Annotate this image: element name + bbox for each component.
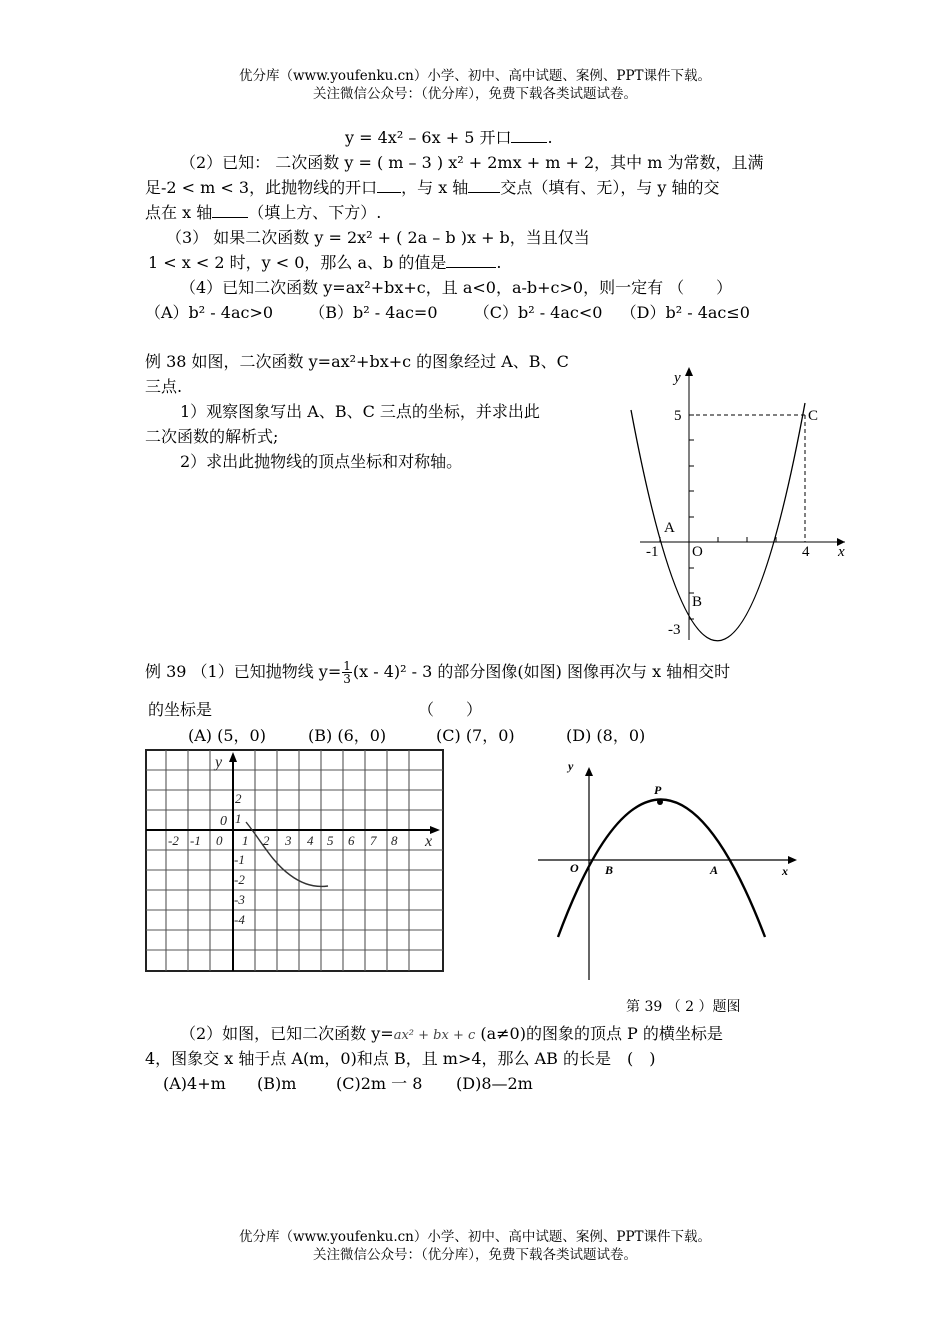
ex39-2-figure (530, 758, 810, 986)
ex39-grid-graph (140, 745, 450, 977)
ex39-option-c: (C) (7，0) (436, 726, 515, 745)
answer-blank (468, 178, 500, 193)
q2-line-2 (145, 178, 720, 198)
q4-option-b: （B）b² - 4ac=0 (309, 303, 438, 322)
fig2-x-label: x (782, 864, 788, 878)
ex39-2-option-c: (C)2m 一 8 (336, 1074, 423, 1093)
grid-ytick: -2 (234, 872, 245, 887)
q2-text-b: ，与 x 轴 (401, 178, 469, 197)
footer-line-1: 优分库（www.youfenku.cn）小学、初中、高中试题、案例、PPT课件下载。 (238, 1229, 712, 1245)
q-top-text: y = 4x² – 6x + 5 开口 (345, 128, 512, 147)
q4-option-d: （D）b² - 4ac≤0 (620, 303, 750, 322)
header-line-2: 关注微信公众号：（优分库），免费下载各类试题试卷。 (313, 86, 637, 102)
grid-ytick: 2 (235, 791, 242, 806)
vertex-p-dot (657, 799, 663, 805)
fig2-x-arrow (788, 856, 797, 864)
fraction-numerator: 1 (343, 659, 351, 673)
ex39-2-option-d: (D)8—2m (456, 1074, 533, 1093)
ex38-line-4: 二次函数的解析式; (145, 427, 279, 446)
q3-line-1: （3） 如果二次函数 y = 2x² + ( 2a – b )x + b，当且仅当 (166, 228, 590, 247)
ex38-line-2: 三点. (145, 377, 183, 396)
grid-origin-label: 0 (220, 814, 227, 829)
q2-text-a: 足-2 < m < 3，此抛物线的开口 (145, 178, 378, 197)
grid-ytick: -1 (234, 852, 245, 867)
grid-ytick: 1 (235, 811, 242, 826)
tick-label-4: 4 (802, 544, 810, 560)
grid-xtick: 3 (285, 833, 292, 848)
q4-options (145, 303, 750, 323)
grid-y-label: y (215, 754, 223, 771)
parabola-curve (631, 403, 805, 641)
ex39-option-b: (B) (6，0) (308, 726, 387, 745)
grid-xtick: 0 (216, 833, 223, 848)
fraction-one-third (342, 660, 352, 685)
y-axis-label: y (674, 370, 681, 386)
ex39-2-text-a: （2）如图，已知二次函数 y= (180, 1024, 394, 1043)
tick-label-5: 5 (674, 408, 682, 424)
q4-option-a: （A）b² - 4ac>0 (145, 303, 274, 322)
fraction-denominator: 3 (343, 672, 351, 686)
q3-line-2 (148, 253, 501, 273)
point-a-label: A (664, 520, 675, 536)
grid-xtick: 5 (327, 833, 334, 848)
q2-text-e: （填上方、下方）. (248, 203, 382, 222)
grid-xtick: 7 (370, 833, 377, 848)
ex38-line-1: 例 38 如图，二次函数 y=ax²+bx+c 的图象经过 A、B、C (145, 352, 569, 371)
fig2-y-label: y (568, 759, 574, 773)
tick-label-neg1: -1 (646, 544, 659, 560)
fig2-point-p-label: P (654, 783, 662, 797)
answer-blank (212, 203, 248, 218)
ex38-line-5: 2）求出此抛物线的顶点坐标和对称轴。 (180, 452, 463, 471)
grid-xtick: 2 (263, 833, 270, 848)
grid-xtick: -1 (190, 833, 201, 848)
ex39-2-expression: ax² + bx + c (393, 1028, 476, 1043)
header-line-1: 优分库（www.youfenku.cn）小学、初中、高中试题、案例、PPT课件下载。 (238, 68, 712, 84)
q4-option-c: （C）b² - 4ac<0 (473, 303, 603, 322)
answer-blank (511, 128, 547, 143)
y-axis-arrow (685, 367, 693, 376)
q-top-period: . (547, 128, 553, 147)
q2-line-3 (145, 203, 381, 223)
ex39-line-2: 的坐标是 (148, 700, 213, 719)
q3-text-a: 1 < x < 2 时，y < 0，那么 a、b 的值是 (148, 253, 447, 272)
grid-xtick: -2 (168, 833, 179, 848)
tick-label-neg3: -3 (668, 622, 681, 638)
answer-blank (446, 253, 496, 268)
grid-ytick: -3 (234, 892, 245, 907)
grid-xtick: 6 (348, 833, 355, 848)
grid-border (146, 750, 443, 971)
point-c-label: C (808, 408, 819, 424)
ex39-2-text-b: (a≠0)的图象的顶点 P 的横坐标是 (475, 1024, 723, 1043)
ex39-option-d: (D) (8，0) (566, 726, 646, 745)
point-b-label: B (692, 594, 703, 610)
q3-period: . (496, 253, 502, 272)
x-axis-label: x (838, 544, 845, 560)
grid-xtick: 1 (242, 833, 249, 848)
fig2-origin-label: O (570, 861, 579, 875)
ex38-parabola-graph (620, 360, 860, 645)
origin-label: O (692, 544, 703, 560)
q4-line-1: （4）已知二次函数 y=ax²+bx+c，且 a<0，a-b+c>0，则一定有 （ ） (180, 278, 733, 297)
ex39-option-a: (A) (5，0) (188, 726, 266, 745)
fig2-y-arrow (585, 767, 593, 776)
grid-ytick: -4 (234, 912, 245, 927)
ex39-answer-paren: （ ） (418, 700, 483, 719)
ex39-text-a: 例 39 （1）已知抛物线 y= (145, 662, 342, 681)
fig2-caption: 第 39 （ 2 ）题图 (626, 999, 741, 1015)
ex39-2-option-a: (A)4+m (163, 1074, 226, 1093)
q2-text-c: 交点（填有、无），与 y 轴的交 (500, 178, 720, 197)
fig2-point-a-label: A (710, 863, 719, 877)
footer-line-2: 关注微信公众号：（优分库），免费下载各类试题试卷。 (313, 1247, 637, 1263)
grid-x-label: x (425, 833, 433, 850)
grid-xtick: 8 (391, 833, 398, 848)
ex38-line-3: 1）观察图象写出 A、B、C 三点的坐标，并求出此 (180, 402, 540, 421)
q2-line-1: （2）已知： 二次函数 y = ( m – 3 ) x² + 2mx + m + 2，其中 m 为常数，且满 (180, 153, 764, 172)
ex39-2-option-b: (B)m (257, 1074, 297, 1093)
ex39-2-line-2: 4，图象交 x 轴于点 A(m，0)和点 B，且 m>4，那么 AB 的长是 ( ) (145, 1049, 656, 1068)
ex39-text-b: (x - 4)² - 3 的部分图像(如图) 图像再次与 x 轴相交时 (352, 662, 731, 681)
q-top (345, 128, 553, 148)
answer-blank (377, 178, 401, 193)
grid-xtick: 4 (307, 833, 314, 848)
q2-text-d: 点在 x 轴 (145, 203, 213, 222)
ex39-line-1 (145, 660, 730, 685)
fig2-point-b-label: B (605, 863, 614, 877)
ex39-2-line-1 (180, 1024, 723, 1046)
